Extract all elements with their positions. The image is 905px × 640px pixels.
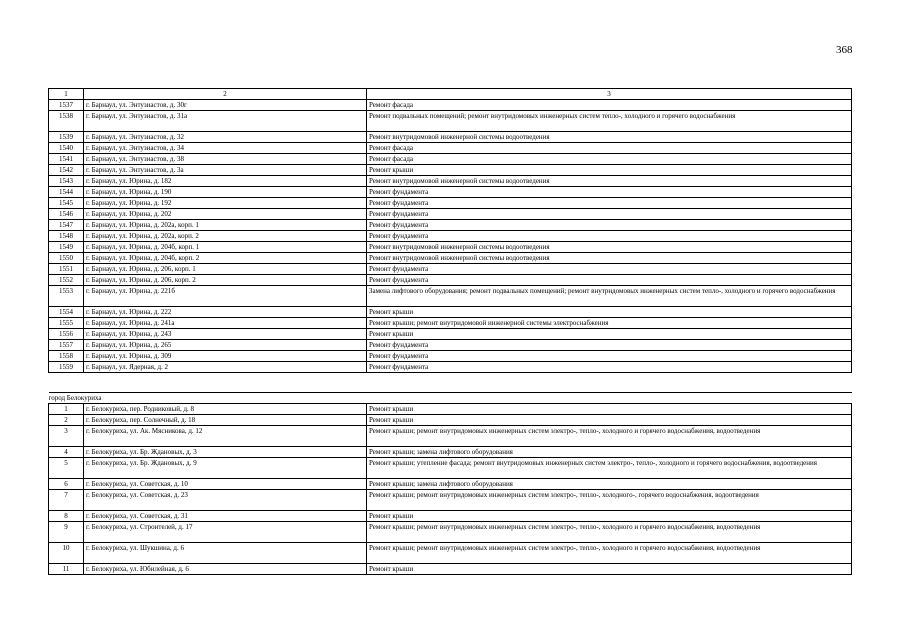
row-number: 1539 [49, 132, 84, 143]
row-work: Ремонт фундамента [367, 220, 852, 231]
table-row [49, 458, 852, 479]
table-row [49, 165, 852, 176]
row-address: г. Барнаул, ул. Юрина, д. 204б, корп. 2 [84, 253, 367, 264]
table-row [49, 253, 852, 264]
row-work: Ремонт крыши; ремонт внутридомовых инженерных систем электро-, тепло-, холодного-, горячего водоснабжения, водоотведения [367, 490, 852, 511]
row-number: 1553 [49, 286, 84, 307]
table-row [49, 426, 852, 447]
row-number: 1557 [49, 340, 84, 351]
table-row [49, 415, 852, 426]
row-work: Ремонт фундамента [367, 275, 852, 286]
row-number: 11 [49, 564, 84, 575]
column-header-3: 3 [367, 89, 852, 100]
row-work: Ремонт внутридомовой инженерной системы водоотведения [367, 253, 852, 264]
table-row [49, 511, 852, 522]
row-number: 1554 [49, 307, 84, 318]
row-number: 1559 [49, 362, 84, 373]
table-row [49, 286, 852, 307]
row-work: Ремонт фундамента [367, 351, 852, 362]
row-work: Ремонт фасада [367, 100, 852, 111]
repair-table [48, 88, 852, 575]
row-work: Ремонт фундамента [367, 198, 852, 209]
row-number: 1552 [49, 275, 84, 286]
row-work: Ремонт крыши [367, 415, 852, 426]
table-row [49, 307, 852, 318]
row-number: 1546 [49, 209, 84, 220]
table-row [49, 143, 852, 154]
table-row [49, 318, 852, 329]
row-address: г. Белокуриха, ул. Советская, д. 23 [84, 490, 367, 511]
row-number: 1543 [49, 176, 84, 187]
row-address: г. Барнаул, ул. Энтузиастов, д. 38 [84, 154, 367, 165]
page-number: 368 [836, 44, 853, 56]
row-address: г. Белокуриха, ул. Юбилейная, д. 6 [84, 564, 367, 575]
row-address: г. Барнаул, ул. Энтузиастов, д. 3а [84, 165, 367, 176]
row-address: г. Барнаул, ул. Юрина, д. 265 [84, 340, 367, 351]
row-address: г. Барнаул, ул. Юрина, д. 202а, корп. 2 [84, 231, 367, 242]
row-work: Ремонт фундамента [367, 209, 852, 220]
row-work: Ремонт фундамента [367, 340, 852, 351]
row-work: Ремонт фундамента [367, 264, 852, 275]
row-number: 7 [49, 490, 84, 511]
row-work: Ремонт фундамента [367, 187, 852, 198]
table-row [49, 522, 852, 543]
row-work: Ремонт подвальных помещений; ремонт внутридомовых инженерных систем тепло-, холодного и горячего водоснабжения [367, 111, 852, 132]
row-work: Ремонт внутридомовой инженерной системы водоотведения [367, 242, 852, 253]
table-row [49, 340, 852, 351]
table-row [49, 447, 852, 458]
table-row [49, 198, 852, 209]
row-number: 1551 [49, 264, 84, 275]
table-row [49, 404, 852, 415]
row-work: Ремонт внутридомовой инженерной системы водоотведения [367, 132, 852, 143]
row-number: 1558 [49, 351, 84, 362]
row-address: г. Барнаул, ул. Юрина, д. 206, корп. 2 [84, 275, 367, 286]
row-address: г. Барнаул, ул. Энтузиастов, д. 30г [84, 100, 367, 111]
row-work: Ремонт крыши; утепление фасада; ремонт внутридомовых инженерных систем электро-, тепло-, холодного и горячего водоснабжения, водоотведения [367, 458, 852, 479]
row-number: 1537 [49, 100, 84, 111]
row-number: 1550 [49, 253, 84, 264]
row-work: Ремонт фундамента [367, 231, 852, 242]
row-work: Ремонт крыши [367, 404, 852, 415]
row-number: 1 [49, 404, 84, 415]
row-work: Ремонт крыши; ремонт внутридомовых инженерных систем электро-, тепло-, холодного и горячего водоснабжения, водоотведения [367, 543, 852, 564]
row-address: г. Белокуриха, ул. Бр. Ждановых, д. 9 [84, 458, 367, 479]
row-number: 10 [49, 543, 84, 564]
row-work: Ремонт крыши [367, 511, 852, 522]
table-row [49, 564, 852, 575]
row-work: Замена лифтового оборудования; ремонт подвальных помещений; ремонт внутридомовых инженерных систем тепло-, холодного и горячего водоснабжения [367, 286, 852, 307]
section-spacer [49, 373, 852, 393]
row-number: 4 [49, 447, 84, 458]
row-work: Ремонт крыши [367, 564, 852, 575]
row-number: 8 [49, 511, 84, 522]
row-number: 1547 [49, 220, 84, 231]
row-address: г. Белокуриха, ул. Строителей, д. 17 [84, 522, 367, 543]
row-work: Ремонт крыши; ремонт внутридомовых инженерных систем электро-, тепло-, холодного и горячего водоснабжения, водоотведения [367, 426, 852, 447]
row-address: г. Барнаул, ул. Юрина, д. 221б [84, 286, 367, 307]
table-row [49, 100, 852, 111]
row-work: Ремонт фундамента [367, 362, 852, 373]
row-work: Ремонт крыши; ремонт внутридомовой инженерной системы электроснабжения [367, 318, 852, 329]
row-address: г. Барнаул, ул. Юрина, д. 241а [84, 318, 367, 329]
table-row [49, 543, 852, 564]
row-address: г. Барнаул, ул. Юрина, д. 182 [84, 176, 367, 187]
row-number: 1555 [49, 318, 84, 329]
table-row [49, 242, 852, 253]
row-number: 1538 [49, 111, 84, 132]
table-row [49, 220, 852, 231]
row-number: 1544 [49, 187, 84, 198]
row-address: г. Белокуриха, ул. Советская, д. 31 [84, 511, 367, 522]
table-row [49, 154, 852, 165]
table-row [49, 351, 852, 362]
row-address: г. Барнаул, ул. Юрина, д. 309 [84, 351, 367, 362]
table-row [49, 187, 852, 198]
row-address: г. Барнаул, ул. Энтузиастов, д. 32 [84, 132, 367, 143]
table-row [49, 275, 852, 286]
table-row [49, 264, 852, 275]
row-work: Ремонт крыши; ремонт внутридомовых инженерных систем электро-, тепло-, холодного и горячего водоснабжения, водоотведения [367, 522, 852, 543]
table-row [49, 362, 852, 373]
row-number: 1549 [49, 242, 84, 253]
row-work: Ремонт крыши [367, 307, 852, 318]
row-address: г. Барнаул, ул. Юрина, д. 222 [84, 307, 367, 318]
row-address: г. Барнаул, ул. Юрина, д. 204б, корп. 1 [84, 242, 367, 253]
row-number: 5 [49, 458, 84, 479]
row-address: г. Барнаул, ул. Юрина, д. 202 [84, 209, 367, 220]
row-number: 1541 [49, 154, 84, 165]
row-address: г. Барнаул, ул. Юрина, д. 190 [84, 187, 367, 198]
row-address: г. Белокуриха, ул. Советская, д. 10 [84, 479, 367, 490]
row-work: Ремонт внутридомовой инженерной системы водоотведения [367, 176, 852, 187]
section-title: город Белокуриха [49, 393, 852, 404]
row-address: г. Белокуриха, пер. Солнечный, д. 18 [84, 415, 367, 426]
spacer-cell [49, 373, 852, 393]
table-row [49, 132, 852, 143]
row-address: г. Барнаул, ул. Юрина, д. 202а, корп. 1 [84, 220, 367, 231]
row-work: Ремонт фасада [367, 154, 852, 165]
row-number: 1540 [49, 143, 84, 154]
table-row [49, 329, 852, 340]
row-work: Ремонт крыши; замена лифтового оборудования [367, 479, 852, 490]
row-address: г. Барнаул, ул. Юрина, д. 243 [84, 329, 367, 340]
row-address: г. Барнаул, ул. Юрина, д. 192 [84, 198, 367, 209]
row-work: Ремонт крыши [367, 165, 852, 176]
row-work: Ремонт крыши [367, 329, 852, 340]
row-number: 1556 [49, 329, 84, 340]
row-address: г. Барнаул, ул. Ядерная, д. 2 [84, 362, 367, 373]
table-row [49, 209, 852, 220]
row-address: г. Белокуриха, ул. Ак. Мясникова, д. 12 [84, 426, 367, 447]
table-row [49, 231, 852, 242]
row-number: 1545 [49, 198, 84, 209]
row-number: 3 [49, 426, 84, 447]
table-row [49, 111, 852, 132]
row-work: Ремонт крыши; замена лифтового оборудования [367, 447, 852, 458]
column-header-2: 2 [84, 89, 367, 100]
column-header-row [49, 89, 852, 100]
row-number: 6 [49, 479, 84, 490]
row-address: г. Белокуриха, пер. Родниковый, д. 8 [84, 404, 367, 415]
row-address: г. Белокуриха, ул. Бр. Ждановых, д. 3 [84, 447, 367, 458]
row-number: 9 [49, 522, 84, 543]
row-work: Ремонт фасада [367, 143, 852, 154]
table-row [49, 490, 852, 511]
table-row [49, 176, 852, 187]
column-header-1: 1 [49, 89, 84, 100]
section-header-row [49, 393, 852, 404]
row-number: 2 [49, 415, 84, 426]
row-address: г. Белокуриха, ул. Шукшина, д. 6 [84, 543, 367, 564]
row-address: г. Барнаул, ул. Энтузиастов, д. 34 [84, 143, 367, 154]
row-address: г. Барнаул, ул. Энтузиастов, д. 31а [84, 111, 367, 132]
row-number: 1548 [49, 231, 84, 242]
table-row [49, 479, 852, 490]
row-address: г. Барнаул, ул. Юрина, д. 206, корп. 1 [84, 264, 367, 275]
row-number: 1542 [49, 165, 84, 176]
